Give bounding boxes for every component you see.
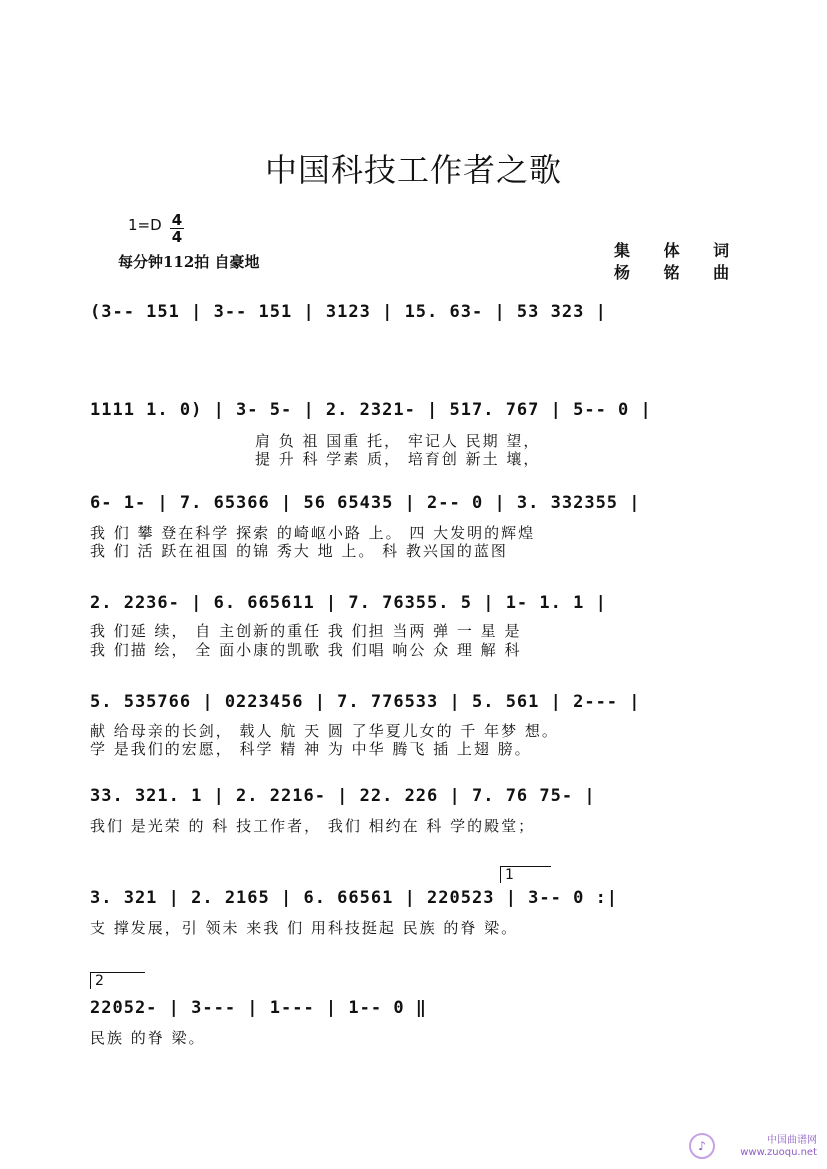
lyric-line-6: 我们 是光荣 的 科 技工作者， 我们 相约在 科 学的殿堂； [90, 817, 536, 835]
lyricist: 集 体 词 [614, 241, 744, 260]
credits [614, 240, 743, 284]
first-ending-bracket: 1 [500, 866, 551, 883]
lyric-line-4b: 我 们描 绘， 全 面小康的凯歌 我 们唱 响公 众 理 解 科 [90, 641, 522, 659]
watermark-line-2: www.zuoqu.net [740, 1147, 817, 1158]
song-title: 中国科技工作者之歌 [264, 151, 562, 189]
notation-line-3: 6- 1- | 7. 65366 | 56 65435 | 2-- 0 | 3. 332355 | [90, 493, 641, 513]
watermark-line-1: 中国曲谱网 [767, 1135, 817, 1146]
time-signature-denominator: 4 [171, 228, 183, 246]
lyric-line-2b: 提 升 科 学素 质， 培育创 新土 壤， [255, 450, 541, 468]
lyric-line-3b: 我 们 活 跃在祖国 的锦 秀大 地 上。 科 教兴国的蓝图 [90, 542, 508, 560]
lyric-line-3a: 我 们 攀 登在科学 探索 的崎岖小路 上。 四 大发明的辉煌 [90, 524, 536, 542]
key-signature: 1=D [128, 216, 162, 234]
notation-line-4: 2. 2236- | 6. 665611 | 7. 76355. 5 | 1- 1. 1 | [90, 593, 607, 613]
watermark [740, 1135, 817, 1159]
time-signature-numerator: 4 [171, 211, 183, 229]
notation-line-2: 1111 1. 0) | 3- 5- | 2. 2321- | 517. 767 | 5-- 0 | [90, 400, 652, 420]
lyric-line-5a: 献 给母亲的长剑， 载人 航 天 圆 了华夏儿女的 千 年梦 想。 [90, 722, 559, 740]
lyric-line-5b: 学 是我们的宏愿， 科学 精 神 为 中华 腾飞 插 上翅 膀。 [90, 740, 532, 758]
lyric-line-8: 民族 的脊 梁。 [90, 1029, 206, 1047]
composer: 杨 铭 曲 [614, 263, 744, 282]
notation-line-1: (3-- 151 | 3-- 151 | 3123 | 15. 63- | 53 323 | [90, 302, 607, 322]
notation-line-5: 5. 535766 | 0223456 | 7. 776533 | 5. 561 | 2--- | [90, 692, 641, 712]
notation-line-8: 22052- | 3--- | 1--- | 1-- 0 ‖ [90, 998, 428, 1018]
watermark-logo-icon: ♪ [689, 1133, 715, 1159]
lyric-line-4a: 我 们延 续， 自 主创新的重任 我 们担 当两 弹 一 星 是 [90, 622, 522, 640]
lyric-line-7: 支 撑发展，引 领未 来我 们 用科技挺起 民族 的脊 梁。 [90, 919, 519, 937]
second-ending-bracket: 2 [90, 972, 145, 989]
tempo-marking: 每分钟112拍 自豪地 [118, 253, 260, 271]
notation-line-7: 3. 321 | 2. 2165 | 6. 66561 | 220523 | 3-- 0 :| [90, 888, 619, 908]
lyric-line-2a: 肩 负 祖 国重 托， 牢记人 民期 望， [255, 432, 541, 450]
time-signature [170, 212, 184, 245]
notation-line-6: 33. 321. 1 | 2. 2216- | 22. 226 | 7. 76 75- | [90, 786, 596, 806]
